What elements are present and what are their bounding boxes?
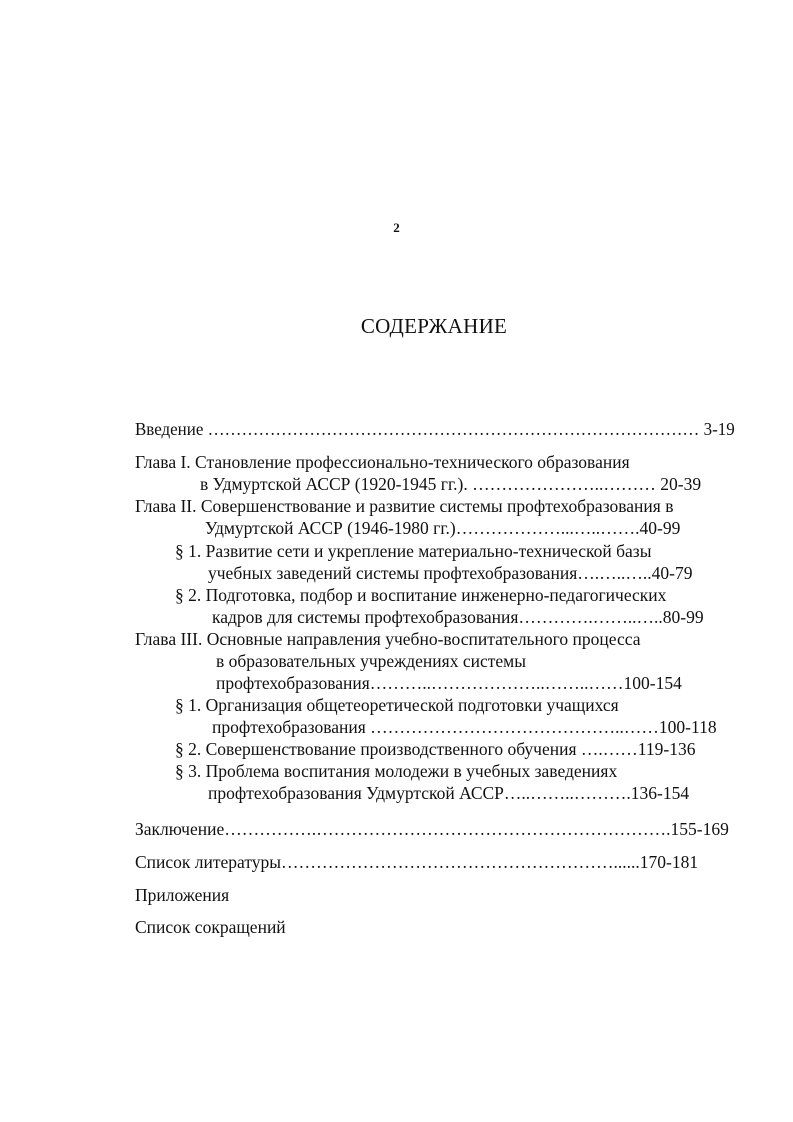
toc-entry-conclusion: Заключение…………….…………………………………………………….155-169 xyxy=(135,819,729,839)
toc-chapter-1-cont: в Удмуртской АССР (1920-1945 гг.). …………………..……… 20-39 xyxy=(200,474,702,494)
toc-chapter-1: Глава I. Становление профессионально-технического образования xyxy=(135,452,630,472)
toc-entry-introduction: Введение …………………………………………………………………………… 3-19 xyxy=(135,419,735,439)
toc-chapter-3-cont-2: профтехобразования………..………………..……..……100-154 xyxy=(216,673,682,693)
toc-chapter-3: Глава III. Основные направления учебно-воспитательного процесса xyxy=(135,629,641,649)
toc-ch3-section-3-cont: профтехобразования Удмуртской АССР…..……..……….136-154 xyxy=(208,783,690,803)
toc-chapter-2-cont: Удмуртской АССР (1946-1980 гг.)………………...…..…….40-99 xyxy=(205,518,681,538)
toc-ch3-section-3: § 3. Проблема воспитания молодежи в учебных заведениях xyxy=(175,761,618,781)
page-title: СОДЕРЖАНИЕ xyxy=(360,314,508,338)
toc-ch3-section-2: § 2. Совершенствование производственного обучения ….……119-136 xyxy=(175,739,696,759)
page-number: 2 xyxy=(393,220,400,235)
toc-ch2-section-1-cont: учебных заведений системы профтехобразования….…..…..40-79 xyxy=(208,563,693,583)
toc-ch2-section-2: § 2. Подготовка, подбор и воспитание инженерно-педагогических xyxy=(175,585,667,605)
toc-ch2-section-1: § 1. Развитие сети и укрепление материально-технической базы xyxy=(175,541,652,561)
toc-entry-abbreviations: Список сокращений xyxy=(135,917,286,937)
toc-ch3-section-1-cont: профтехобразования ……………………………………..……100-118 xyxy=(212,717,717,737)
toc-ch2-section-2-cont: кадров для системы профтехобразования………….……..…..80-99 xyxy=(212,607,704,627)
toc-chapter-3-cont: в образовательных учреждениях системы xyxy=(216,651,526,671)
toc-entry-appendices: Приложения xyxy=(135,885,230,905)
toc-ch3-section-1: § 1. Организация общетеоретической подготовки учащихся xyxy=(175,695,619,715)
toc-entry-references: Список литературы…………………………………………………......170-181 xyxy=(135,852,699,872)
toc-chapter-2: Глава II. Совершенствование и развитие системы профтехобразования в xyxy=(135,496,674,516)
